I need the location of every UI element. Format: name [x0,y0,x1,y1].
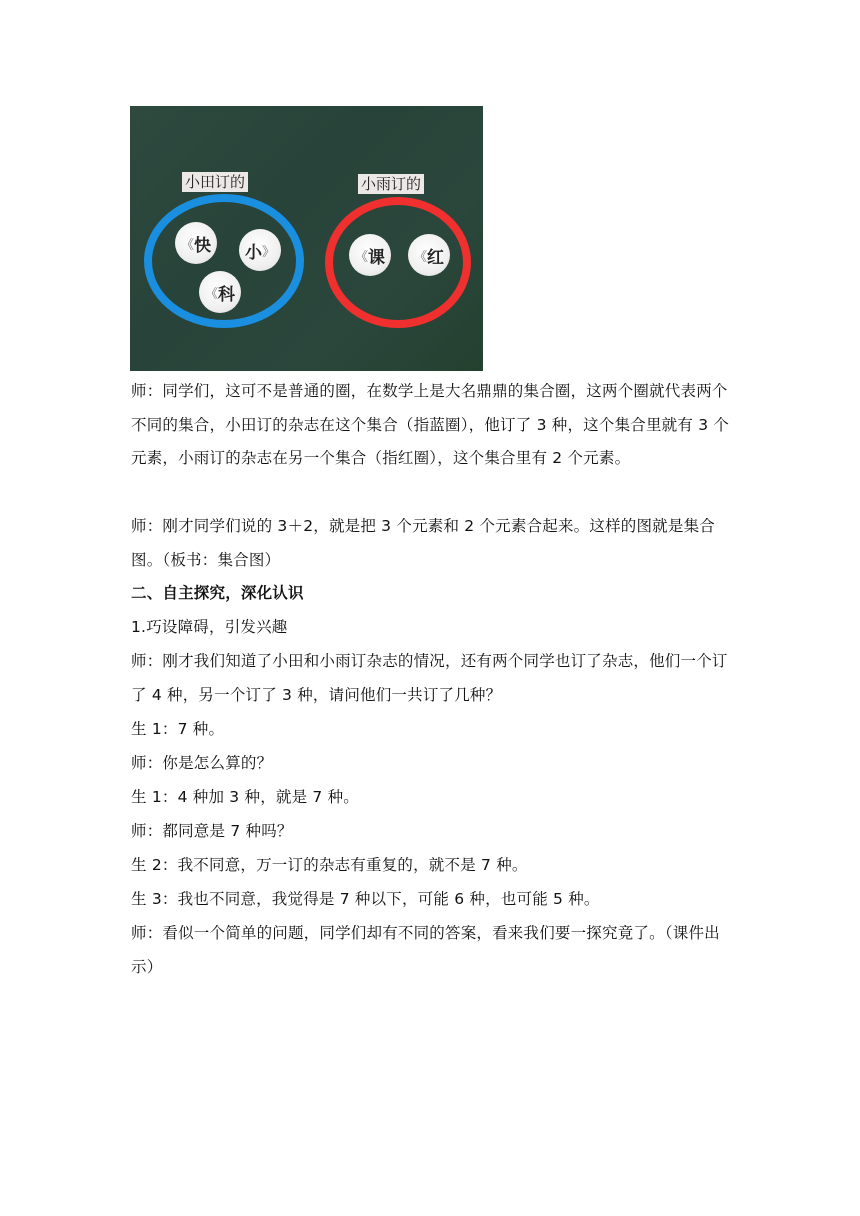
paragraph-student2: 生 2：我不同意，万一订的杂志有重复的，就不是 7 种。 [131,856,528,874]
paragraph-student1-explain: 生 1：4 种加 3 种，就是 7 种。 [131,788,360,806]
paragraph-teacher-intro: 师：同学们，这可不是普通的圈，在数学上是大名鼎鼎的集合圈，这两个圈就代表两个不同的集合，小田订的杂志在这个集合（指蓝圈），他订了 3 种，这个集合里就有 3 个元素，小雨订的杂志在另一个集合（指红圈），这个集合里有 2 个元素。 [131,382,730,467]
set-right-title: 小雨订的 [358,174,424,194]
set-right-item-2: 《 红 [408,234,450,276]
paragraph-teacher-agree: 师：都同意是 7 种吗？ [131,822,293,840]
blackboard-photo [130,106,483,371]
set-left-item-2: 小 》 [239,229,281,271]
paragraph-teacher-explore: 师：看似一个简单的问题，同学们却有不同的答案，看来我们要一探究竟了。（课件出示） [131,924,720,976]
paragraph-student1-answer: 生 1：7 种。 [131,720,225,738]
set-right-item-1: 《 课 [349,234,391,276]
paragraph-teacher-question: 师：刚才我们知道了小田和小雨订杂志的情况，还有两个同学也订了杂志，他们一个订了 4 种，另一个订了 3 种，请问他们一共订了几种？ [131,652,728,704]
set-left-item-1: 《 快 [175,222,217,264]
set-left-title: 小田订的 [182,172,248,192]
paragraph-teacher-diagram: 师：刚才同学们说的 3＋2，就是把 3 个元素和 2 个元素合起来。这样的图就是集合图。（板书：集合图） [131,517,715,569]
paragraph-teacher-how: 师：你是怎么算的？ [131,754,273,772]
paragraph-student3: 生 3：我也不同意，我觉得是 7 种以下，可能 6 种，也可能 5 种。 [131,890,600,908]
set-left-item-3: 《 科 [199,271,241,313]
subsection-heading: 1.巧设障碍，引发兴趣 [131,618,288,636]
section-heading: 二、自主探究，深化认识 [131,584,304,602]
red-set-ring [325,197,471,328]
